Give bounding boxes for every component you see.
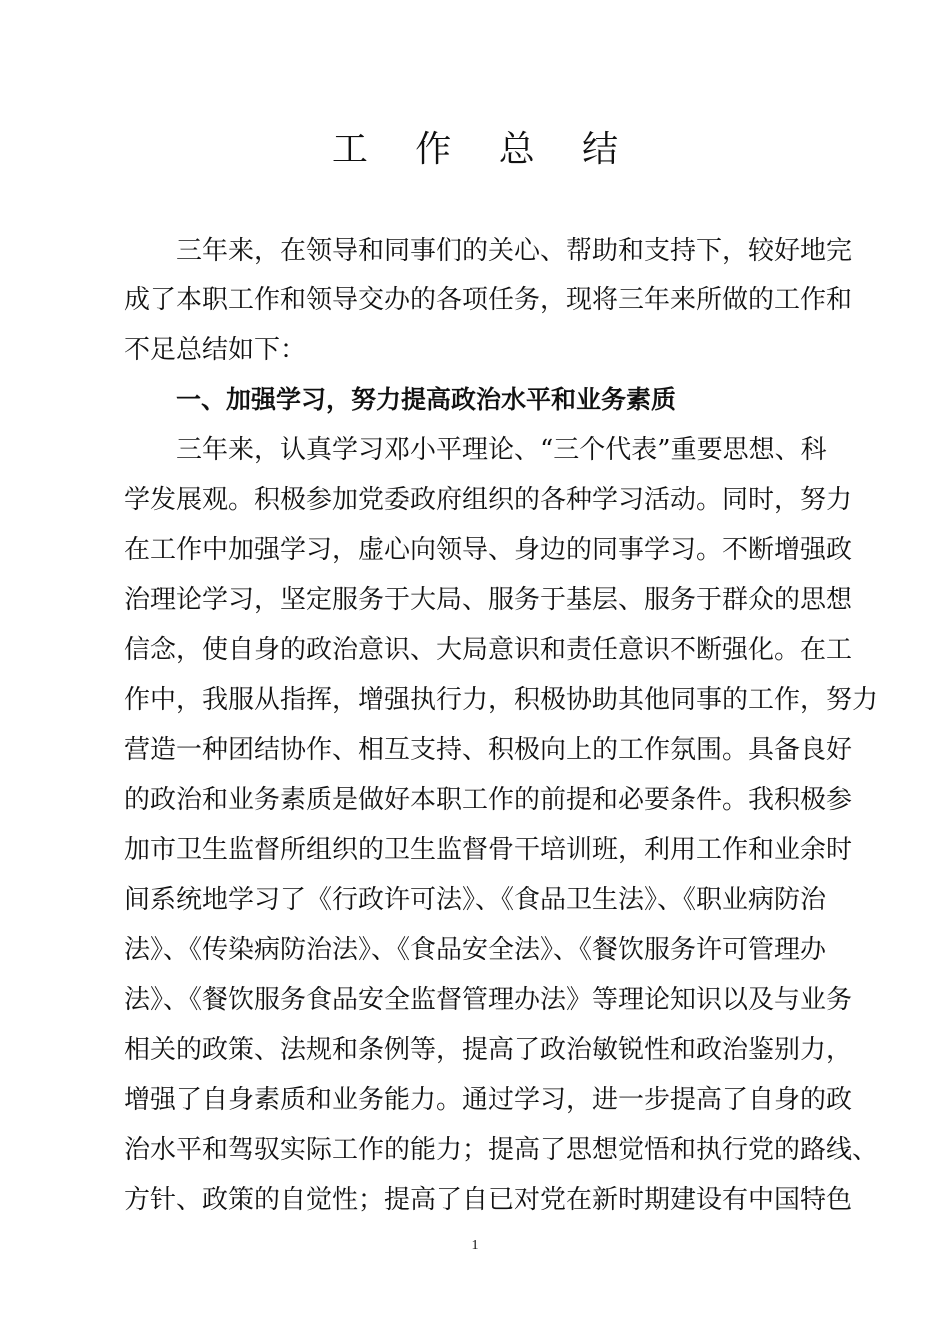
paragraph-line: 成了本职工作和领导交办的各项任务，现将三年来所做的工作和 xyxy=(124,285,853,315)
paragraph-line: 三年来，在领导和同事们的关心、帮助和支持下，较好地完 xyxy=(176,236,853,266)
paragraph-line: 加市卫生监督所组织的卫生监督骨干培训班，利用工作和业余时 xyxy=(124,835,853,865)
paragraph-line: 方针、政策的自觉性；提高了自已对党在新时期建设有中国特色 xyxy=(124,1185,853,1215)
paragraph-line: 三年来，认真学习邓小平理论、“三个代表”重要思想、科 xyxy=(176,435,827,465)
paragraph-line: 营造一种团结协作、相互支持、积极向上的工作氛围。具备良好 xyxy=(124,735,853,765)
page-number: 1 xyxy=(471,1238,479,1253)
paragraph-line: 法》、《餐饮服务食品安全监督管理办法》等理论知识以及与业务 xyxy=(124,985,853,1015)
paragraph-line: 治水平和驾驭实际工作的能力；提高了思想觉悟和执行党的路线、 xyxy=(124,1135,879,1165)
paragraph-line: 相关的政策、法规和条例等，提高了政治敏锐性和政治鉴别力， xyxy=(124,1035,853,1065)
paragraph-line: 的政治和业务素质是做好本职工作的前提和必要条件。我积极参 xyxy=(124,785,853,815)
section-heading: 一、加强学习，努力提高政治水平和业务素质 xyxy=(176,385,677,414)
document-title: 工 作 总 结 xyxy=(331,129,637,170)
paragraph-line: 法》、《传染病防治法》、《食品安全法》、《餐饮服务许可管理办 xyxy=(124,935,827,965)
paragraph-line: 信念，使自身的政治意识、大局意识和责任意识不断强化。在工 xyxy=(124,635,853,665)
paragraph-line: 不足总结如下： xyxy=(124,335,307,365)
paragraph-line: 学发展观。积极参加党委政府组织的各种学习活动。同时，努力 xyxy=(124,485,853,515)
paragraph-line: 间系统地学习了《行政许可法》、《食品卫生法》、《职业病防治 xyxy=(124,885,827,915)
paragraph-line: 在工作中加强学习，虚心向领导、身边的同事学习。不断增强政 xyxy=(124,535,853,565)
paragraph-line: 治理论学习，坚定服务于大局、服务于基层、服务于群众的思想 xyxy=(124,585,853,615)
paragraph-line: 增强了自身素质和业务能力。通过学习，进一步提高了自身的政 xyxy=(124,1085,853,1115)
paragraph-line: 作中，我服从指挥，增强执行力，积极协助其他同事的工作，努力 xyxy=(124,685,879,715)
